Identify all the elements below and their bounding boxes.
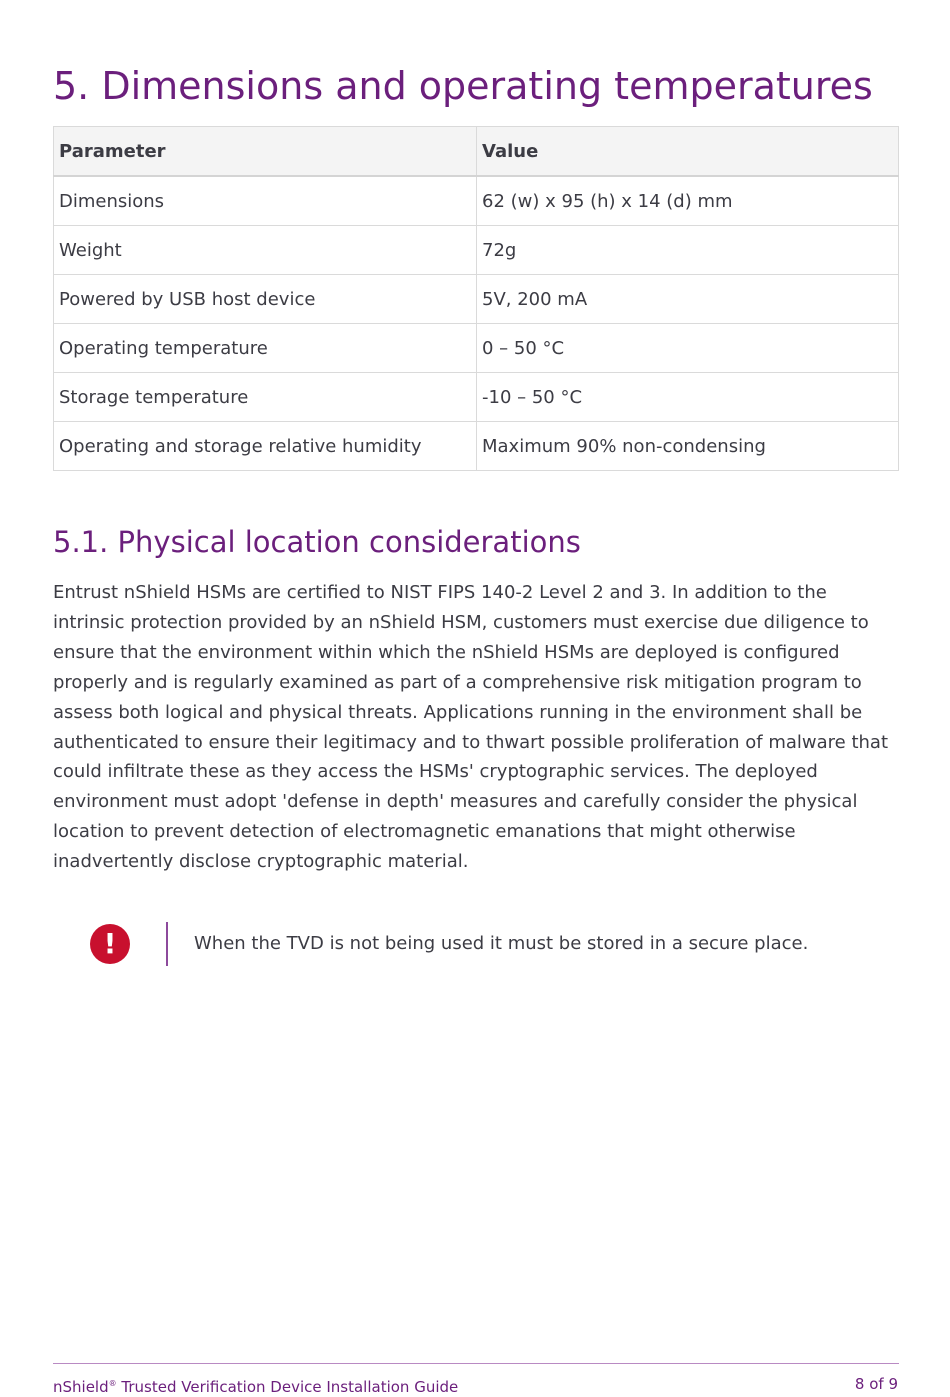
exclamation-icon: !: [90, 924, 130, 964]
table-row: [54, 176, 899, 226]
footer-guide-title: Trusted Verification Device Installation Guide: [116, 1378, 459, 1396]
table-header-row: [54, 127, 899, 177]
subsection-title: 5.1. Physical location considerations: [53, 525, 581, 559]
table-cell-value: 5V, 200 mA: [477, 275, 899, 324]
table-row: [54, 275, 899, 324]
table-row: [54, 226, 899, 275]
table-cell-parameter: Operating temperature: [54, 324, 477, 373]
table-row: [54, 422, 899, 471]
registered-trademark: ®: [108, 1379, 117, 1388]
table-row: [54, 324, 899, 373]
footer-divider: [53, 1363, 899, 1364]
callout-divider: [166, 922, 168, 966]
table-row: [54, 373, 899, 422]
table-cell-parameter: Weight: [54, 226, 477, 275]
table-header-parameter: Parameter: [54, 127, 477, 177]
section-title: 5. Dimensions and operating temperatures: [53, 64, 873, 108]
footer-document-title: [53, 1374, 458, 1397]
footer-page-number: 8 of 9: [854, 1375, 898, 1393]
table-cell-parameter: Storage temperature: [54, 373, 477, 422]
footer-product-name: nShield: [53, 1378, 109, 1396]
body-paragraph: Entrust nShield HSMs are certified to NIST FIPS 140-2 Level 2 and 3. In addition to the intrinsic protection provided by an nShield HSM, customers must exercise due diligence to ensure that the environment within which the nShield HSMs are deployed is configured properly and is regularly examined as part of a comprehensive risk mitigation program to assess both logical and physical threats. Applications running in the environment shall be authenticated to ensure their legitimacy and to thwart possible proliferation of malware that could infiltrate these as they access the HSMs' cryptographic services. The deployed environment must adopt 'defense in depth' measures and carefully consider the physical location to prevent detection of electromagnetic emanations that might otherwise inadvertently disclose cryptographic material.: [53, 582, 888, 873]
table-cell-value: 62 (w) x 95 (h) x 14 (d) mm: [477, 176, 899, 226]
table-cell-value: Maximum 90% non-condensing: [477, 422, 899, 471]
table-header-value: Value: [477, 127, 899, 177]
table-cell-parameter: Dimensions: [54, 176, 477, 226]
warning-callout: [53, 922, 899, 966]
table-cell-parameter: Operating and storage relative humidity: [54, 422, 477, 471]
table-cell-value: 0 – 50 °C: [477, 324, 899, 373]
table-cell-parameter: Powered by USB host device: [54, 275, 477, 324]
table-cell-value: -10 – 50 °C: [477, 373, 899, 422]
table-cell-value: 72g: [477, 226, 899, 275]
callout-text: When the TVD is not being used it must be stored in a secure place.: [194, 933, 809, 954]
specifications-table: [53, 126, 899, 471]
